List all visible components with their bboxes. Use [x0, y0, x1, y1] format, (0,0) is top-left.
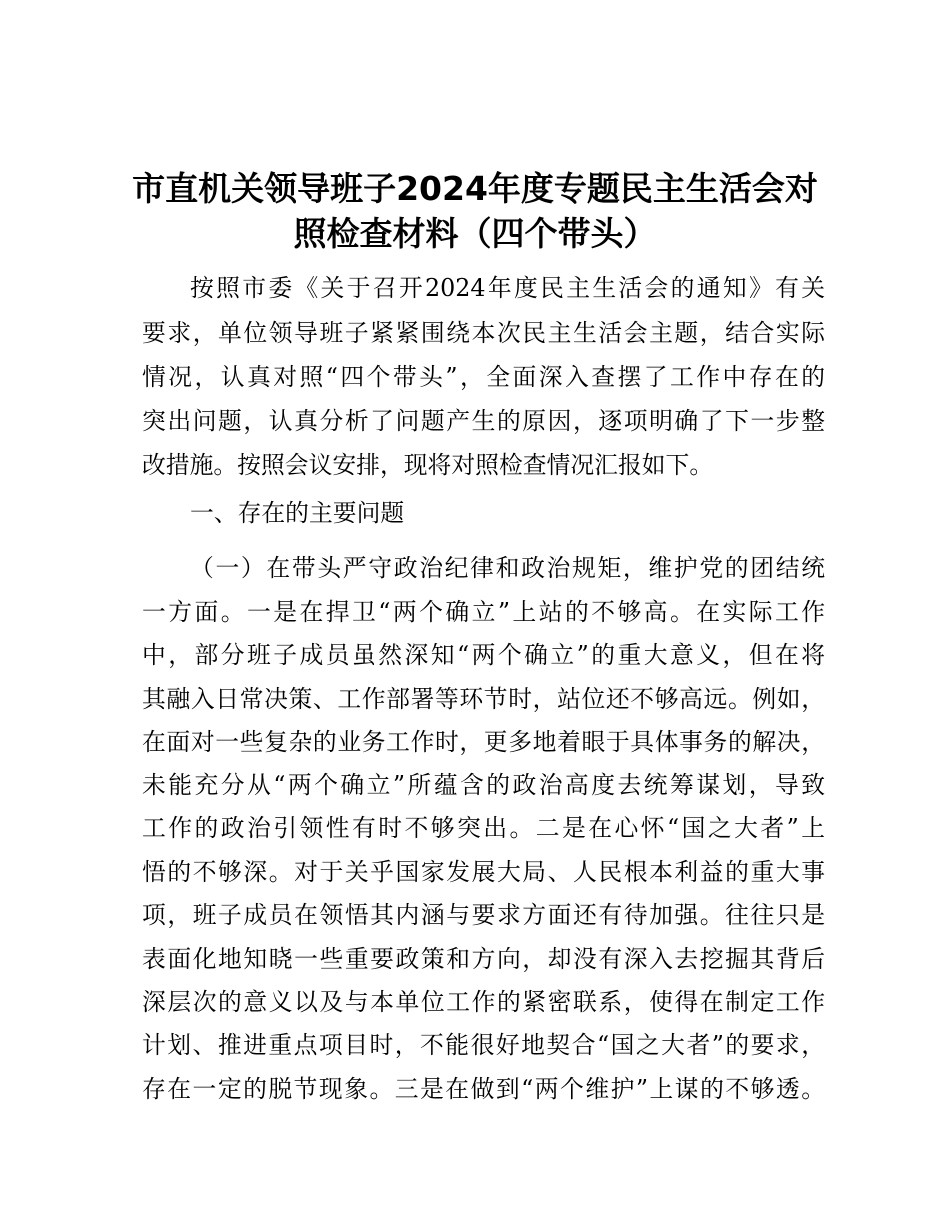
body-line-5: 在面对一些复杂的业务工作时，更多地着眼于具体事务的解决， — [142, 728, 825, 756]
body-line-8: 悟的不够深。对于关乎国家发展大局、人民根本利益的重大事 — [142, 858, 825, 886]
intro-line-2: 要求，单位领导班子紧紧围绕本次民主生活会主题，结合实际 — [142, 319, 825, 347]
body-line-4: 其融入日常决策、工作部署等环节时，站位还不够高远。例如， — [142, 685, 825, 713]
document-title-line-1: 市直机关领导班子2024年度专题民主生活会对 — [132, 169, 818, 208]
body-line-12: 计划、推进重点项目时，不能很好地契合“国之大者”的要求， — [142, 1031, 825, 1059]
body-line-7: 工作的政治引领性有时不够突出。二是在心怀“国之大者”上 — [142, 814, 825, 842]
intro-line-4: 突出问题，认真分析了问题产生的原因，逐项明确了下一步整 — [142, 407, 825, 435]
intro-line-1: 按照市委《关于召开2024年度民主生活会的通知》有关 — [190, 274, 825, 302]
section-heading: 一、存在的主要问题 — [190, 499, 405, 527]
body-line-2: 一方面。一是在捍卫“两个确立”上站的不够高。在实际工作 — [142, 598, 825, 626]
body-line-9: 项，班子成员在领悟其内涵与要求方面还有待加强。往往只是 — [142, 901, 825, 929]
document-title-line-2: 照检查材料（四个带头） — [293, 214, 657, 253]
body-line-11: 深层次的意义以及与本单位工作的紧密联系，使得在制定工作 — [142, 988, 825, 1016]
intro-line-5: 改措施。按照会议安排，现将对照检查情况汇报如下。 — [142, 451, 714, 479]
body-line-10: 表面化地知晓一些重要政策和方向，却没有深入去挖掘其背后 — [142, 945, 825, 973]
body-line-1: （一）在带头严守政治纪律和政治规矩，维护党的团结统 — [190, 554, 825, 582]
intro-line-3: 情况，认真对照“四个带头”，全面深入查摆了工作中存在的 — [142, 363, 825, 391]
body-line-3: 中，部分班子成员虽然深知“两个确立”的重大意义，但在将 — [142, 641, 825, 669]
body-line-6: 未能充分从“两个确立”所蕴含的政治高度去统筹谋划，导致 — [142, 771, 825, 799]
body-line-13: 存在一定的脱节现象。三是在做到“两个维护”上谋的不够透。 — [142, 1075, 825, 1103]
